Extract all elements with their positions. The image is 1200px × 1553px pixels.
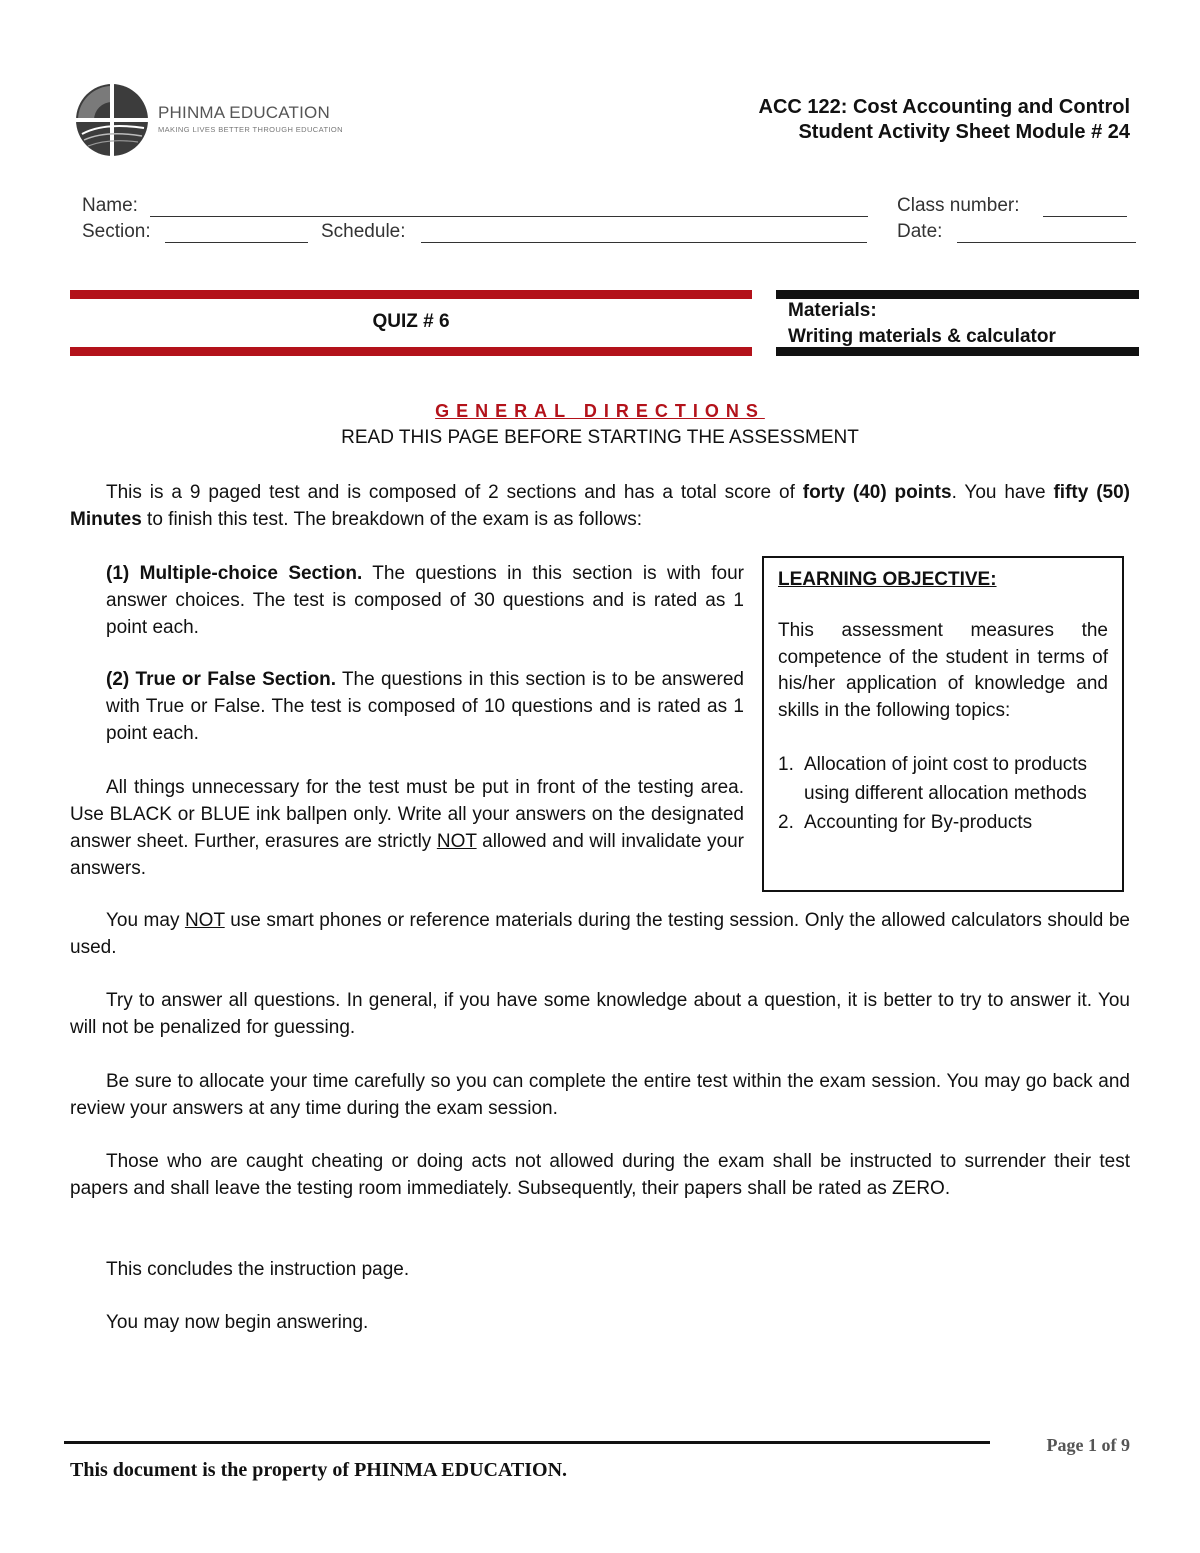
- general-directions-heading: GENERAL DIRECTIONS: [435, 401, 765, 421]
- general-directions-subheading: READ THIS PAGE BEFORE STARTING THE ASSESSMENT: [341, 427, 859, 448]
- quiz-title: QUIZ # 6: [372, 311, 450, 332]
- try-all-paragraph: Try to answer all questions. In general, if you have some knowledge about a question, it is better to try to answer it. You will not be penalized for guessing.: [70, 990, 1130, 1038]
- date-field[interactable]: [957, 242, 1136, 243]
- class-number-field[interactable]: [1043, 216, 1127, 217]
- list-item: 1. Allocation of joint cost to products using different allocation methods: [778, 754, 1088, 804]
- footer-property: This document is the property of PHINMA EDUCATION.: [70, 1459, 568, 1481]
- section-field[interactable]: [165, 242, 308, 243]
- time-paragraph: Be sure to allocate your time carefully so you can complete the entire test within the exam session. You may go back and review your answers at any time during the exam session.: [70, 1071, 1130, 1119]
- phones-paragraph: You may NOT use smart phones or reference materials during the testing session. Only the allowed calculators should be used.: [70, 910, 1130, 958]
- phinma-logo-icon: [74, 82, 150, 158]
- course-header: [759, 95, 1130, 145]
- learning-objective-title: LEARNING OBJECTIVE:: [778, 569, 997, 590]
- rules-paragraph: All things unnecessary for the test must be put in front of the testing area. Use BLACK or BLUE ink ballpen only. Write all your answers on the designated answer sheet. Further, erasures are strictly NOT allowed and will invalidate your answers.: [70, 777, 744, 879]
- logo-name: PHINMA EDUCATION: [158, 103, 330, 122]
- name-field[interactable]: [150, 216, 868, 217]
- module-title: Student Activity Sheet Module # 24: [798, 121, 1130, 143]
- date-label: Date:: [897, 221, 943, 242]
- begin-paragraph: You may now begin answering.: [106, 1312, 369, 1333]
- name-label: Name:: [82, 195, 138, 216]
- topics-list: [778, 750, 1108, 837]
- page-number: Page 1 of 9: [1046, 1435, 1130, 1455]
- learning-objective-text: This assessment measures the competence of the student in terms of his/her application of knowledge and skills in the following topics:: [778, 620, 1108, 721]
- footer-rule: [64, 1441, 990, 1444]
- intro-paragraph: This is a 9 paged test and is composed of 2 sections and has a total score of forty (40) points. You have fifty (50) Minutes to finish this test. The breakdown of the exam is as follows:: [70, 482, 1130, 530]
- schedule-field[interactable]: [421, 242, 867, 243]
- materials-block: [788, 298, 1056, 350]
- logo-tagline: MAKING LIVES BETTER THROUGH EDUCATION: [158, 125, 343, 134]
- concludes-paragraph: This concludes the instruction page.: [106, 1259, 410, 1280]
- section-label: Section:: [82, 221, 151, 242]
- section2-paragraph: (2) True or False Section. The questions in this section is to be answered with True or False. The test is composed of 10 questions and is rated as 1 point each.: [106, 669, 744, 744]
- quiz-bottom-bar: [70, 347, 752, 356]
- materials-label: Materials:: [788, 300, 877, 321]
- section1-paragraph: (1) Multiple-choice Section. The questions in this section is with four answer choices. The test is composed of 30 questions and is rated as 1 point each.: [106, 563, 744, 638]
- learning-objective-box: [762, 556, 1124, 892]
- list-item: 2. Accounting for By-products: [778, 812, 1033, 833]
- course-title: ACC 122: Cost Accounting and Control: [758, 96, 1130, 118]
- quiz-top-bar: [70, 290, 752, 299]
- cheating-paragraph: Those who are caught cheating or doing acts not allowed during the exam shall be instructed to surrender their test papers and shall leave the testing room immediately. Subsequently, their papers shall be rated as ZERO.: [70, 1151, 1130, 1199]
- materials-value: Writing materials & calculator: [788, 326, 1056, 347]
- schedule-label: Schedule:: [321, 221, 406, 242]
- class-number-label: Class number:: [897, 195, 1020, 216]
